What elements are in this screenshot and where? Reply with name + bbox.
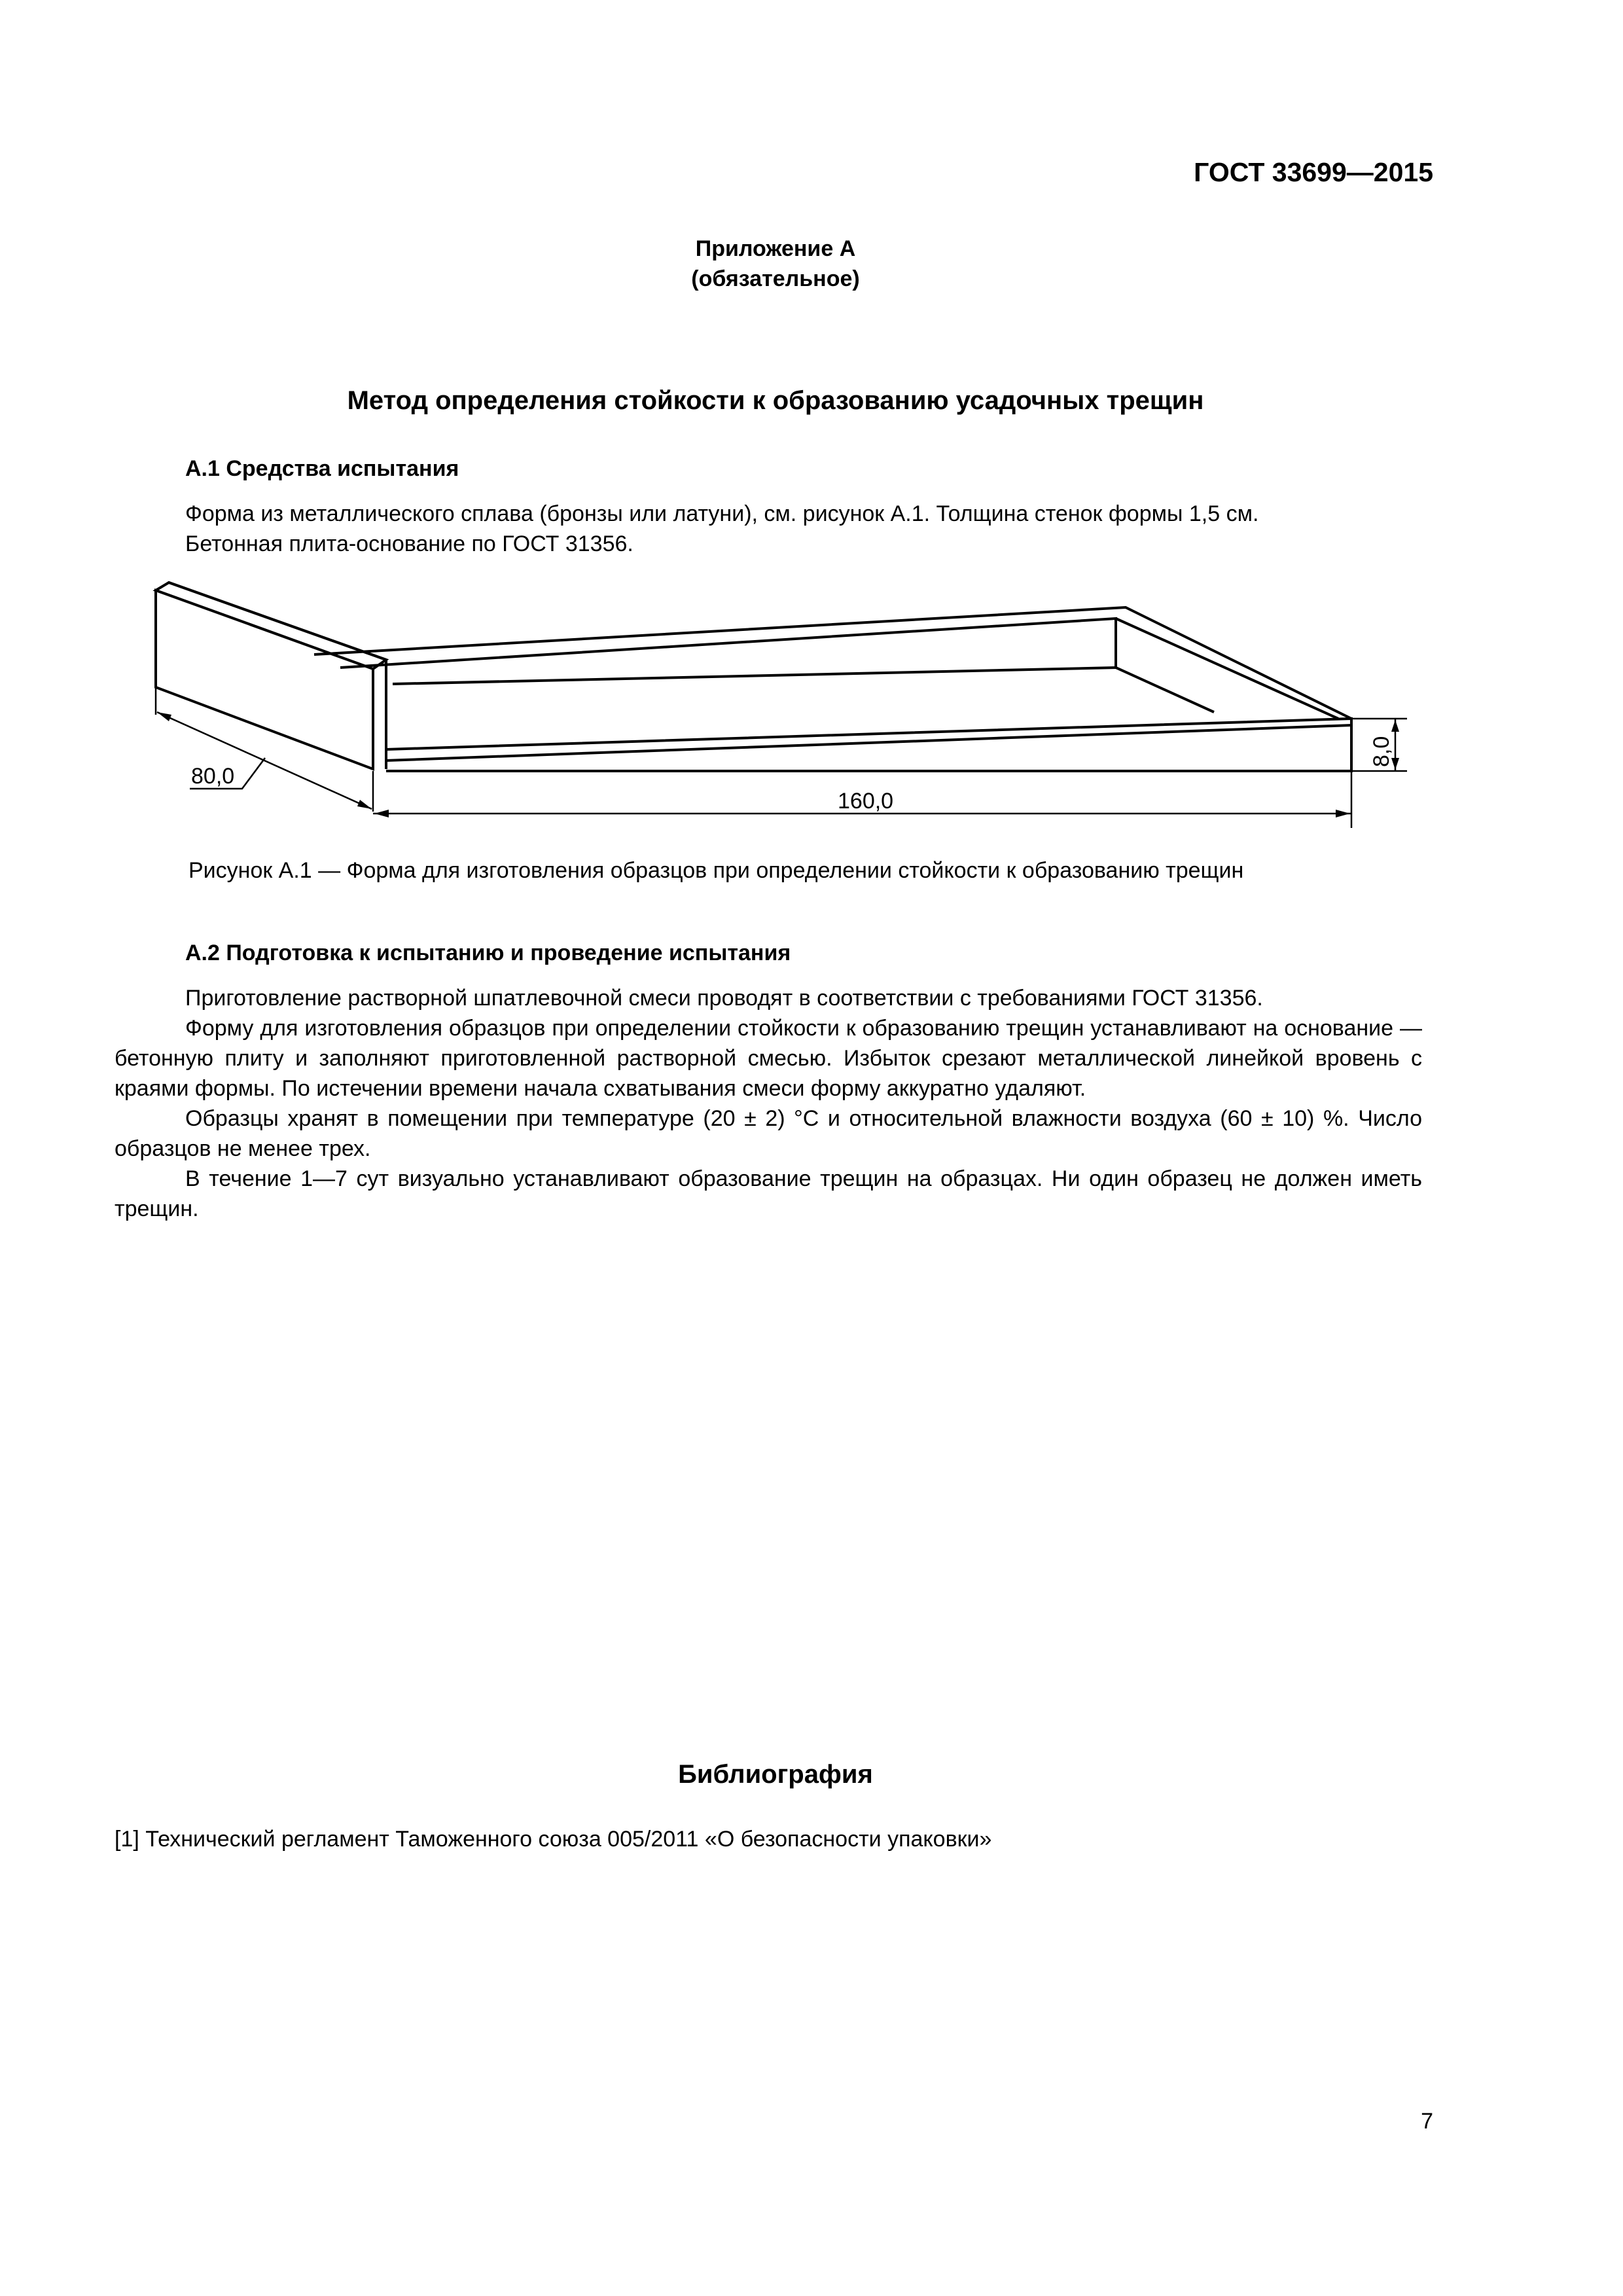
standard-id: ГОСТ 33699—2015 <box>1194 157 1433 187</box>
dim-height-label: 8,0 <box>1369 736 1394 767</box>
annex-status: (обязательное) <box>691 266 860 291</box>
paragraph: Образцы хранят в помещении при температуре (20 ± 2) °С и относительной влажности воздуха (60 ± 10) %. Число образцов не менее трех. <box>115 1106 1422 1161</box>
section-a1-line: Форма из металлического сплава (бронзы или латуни), см. рисунок А.1. Толщина стенок формы 1,5 см. <box>185 501 1259 526</box>
paragraph: В течение 1—7 сут визуально устанавливают образование трещин на образцах. Ни один образец не должен иметь трещин. <box>115 1166 1422 1221</box>
bibliography-item: [1] Технический регламент Таможенного союза 005/2011 «О безопасности упаковки» <box>115 1827 992 1852</box>
section-a1-text <box>185 499 1422 559</box>
paragraph: Форму для изготовления образцов при определении стойкости к образованию трещин устанавливают на основание — бетонную плиту и заполняют приготовленной растворной смесью. Избыток срезают металлической линейкой вровень с краями формы. По истечении времени начала схватывания смеси форму аккуратно удаляют. <box>115 1016 1422 1101</box>
mold-figure <box>0 563 1623 838</box>
section-a1-line: Бетонная плита-основание по ГОСТ 31356. <box>185 531 633 556</box>
bibliography-title: Библиография <box>678 1760 873 1789</box>
section-a2-heading: А.2 Подготовка к испытанию и проведение испытания <box>185 941 791 965</box>
section-a1-heading: А.1 Средства испытания <box>185 456 459 481</box>
dim-length-label: 160,0 <box>838 789 894 814</box>
paragraph: Приготовление растворной шпатлевочной смеси проводят в соответствии с требованиями ГОСТ 31356. <box>185 986 1263 1011</box>
dim-width-label: 80,0 <box>191 764 235 789</box>
annex-header <box>0 234 1551 294</box>
page-number: 7 <box>1421 2109 1433 2134</box>
annex-label: Приложение А <box>695 236 856 261</box>
figure-caption: Рисунок А.1 — Форма для изготовления образцов при определении стойкости к образованию трещин <box>188 858 1244 883</box>
annex-title: Метод определения стойкости к образованию усадочных трещин <box>347 386 1204 415</box>
section-a2-text <box>115 983 1422 1224</box>
